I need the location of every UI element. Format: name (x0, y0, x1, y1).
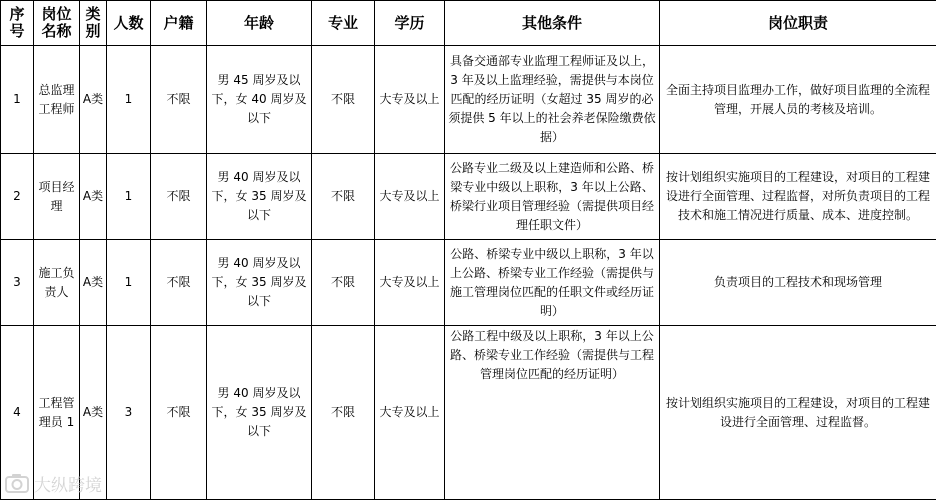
cell-hukou: 不限 (151, 240, 207, 326)
cell-category: A类 (80, 240, 107, 326)
cell-duties: 全面主持项目监理办工作，做好项目监理的全流程管理，开展人员的考核及培训。 (660, 46, 936, 154)
cell-count: 1 (107, 46, 151, 154)
header-count: 人数 (107, 1, 151, 46)
header-hukou: 户籍 (151, 1, 207, 46)
cell-conditions: 具备交通部专业监理工程师证及以上，3 年及以上监理经验，需提供与本岗位匹配的经历证明（女超过 35 周岁的必须提供 5 年以上的社会养老保险缴费依据） (445, 46, 660, 154)
cell-count: 3 (107, 326, 151, 500)
cell-hukou: 不限 (151, 46, 207, 154)
watermark (4, 470, 102, 496)
cell-education: 大专及以上 (375, 154, 445, 240)
cell-major: 不限 (312, 240, 375, 326)
watermark-text: 大纵跨境 (34, 475, 102, 496)
cell-age: 男 40 周岁及以下，女 35 周岁及以下 (207, 240, 312, 326)
cell-education: 大专及以上 (375, 240, 445, 326)
cell-seq: 3 (1, 240, 34, 326)
cell-major: 不限 (312, 46, 375, 154)
header-duties: 岗位职责 (660, 1, 936, 46)
cell-major: 不限 (312, 154, 375, 240)
cell-hukou: 不限 (151, 154, 207, 240)
cell-seq: 4 (1, 326, 34, 500)
cell-age: 男 40 周岁及以下，女 35 周岁及以下 (207, 326, 312, 500)
cell-conditions: 公路、桥梁专业中级以上职称，3 年以上公路、桥梁专业工作经验（需提供与施工管理岗位匹配的任职文件或经历证明） (445, 240, 660, 326)
cell-duties: 负责项目的工程技术和现场管理 (660, 240, 936, 326)
cell-count: 1 (107, 240, 151, 326)
header-seq: 序号 (1, 1, 34, 46)
cell-post: 施工负责人 (34, 240, 80, 326)
cell-age: 男 45 周岁及以下，女 40 周岁及以下 (207, 46, 312, 154)
cell-age: 男 40 周岁及以下，女 35 周岁及以下 (207, 154, 312, 240)
header-age: 年龄 (207, 1, 312, 46)
header-post: 岗位名称 (34, 1, 80, 46)
cell-hukou: 不限 (151, 326, 207, 500)
cell-category: A类 (80, 326, 107, 500)
header-conditions: 其他条件 (445, 1, 660, 46)
table-row (1, 154, 936, 240)
table-row (1, 326, 936, 500)
header-row (1, 1, 936, 46)
cell-seq: 1 (1, 46, 34, 154)
cell-count: 1 (107, 154, 151, 240)
cell-major: 不限 (312, 326, 375, 500)
cell-post: 项目经理 (34, 154, 80, 240)
header-education: 学历 (375, 1, 445, 46)
cell-education: 大专及以上 (375, 46, 445, 154)
cell-education: 大专及以上 (375, 326, 445, 500)
table-row (1, 240, 936, 326)
cell-duties: 按计划组织实施项目的工程建设，对项目的工程建设进行全面管理、过程监督，对所负责项目的工程技术和施工情况进行质量、成本、进度控制。 (660, 154, 936, 240)
cell-conditions: 公路工程中级及以上职称，3 年以上公路、桥梁专业工作经验（需提供与工程管理岗位匹配的经历证明） (445, 326, 660, 500)
header-category: 类别 (80, 1, 107, 46)
cell-category: A类 (80, 154, 107, 240)
camera-logo-icon (4, 472, 30, 494)
table-row (1, 46, 936, 154)
cell-category: A类 (80, 46, 107, 154)
cell-post: 总监理工程师 (34, 46, 80, 154)
header-major: 专业 (312, 1, 375, 46)
cell-conditions: 公路专业二级及以上建造师和公路、桥梁专业中级以上职称，3 年以上公路、桥梁行业项目管理经验（需提供项目经理任职文件） (445, 154, 660, 240)
cell-duties: 按计划组织实施项目的工程建设，对项目的工程建设进行全面管理、过程监督。 (660, 326, 936, 500)
cell-seq: 2 (1, 154, 34, 240)
cell-post: 工程管理员 1 (34, 326, 80, 500)
